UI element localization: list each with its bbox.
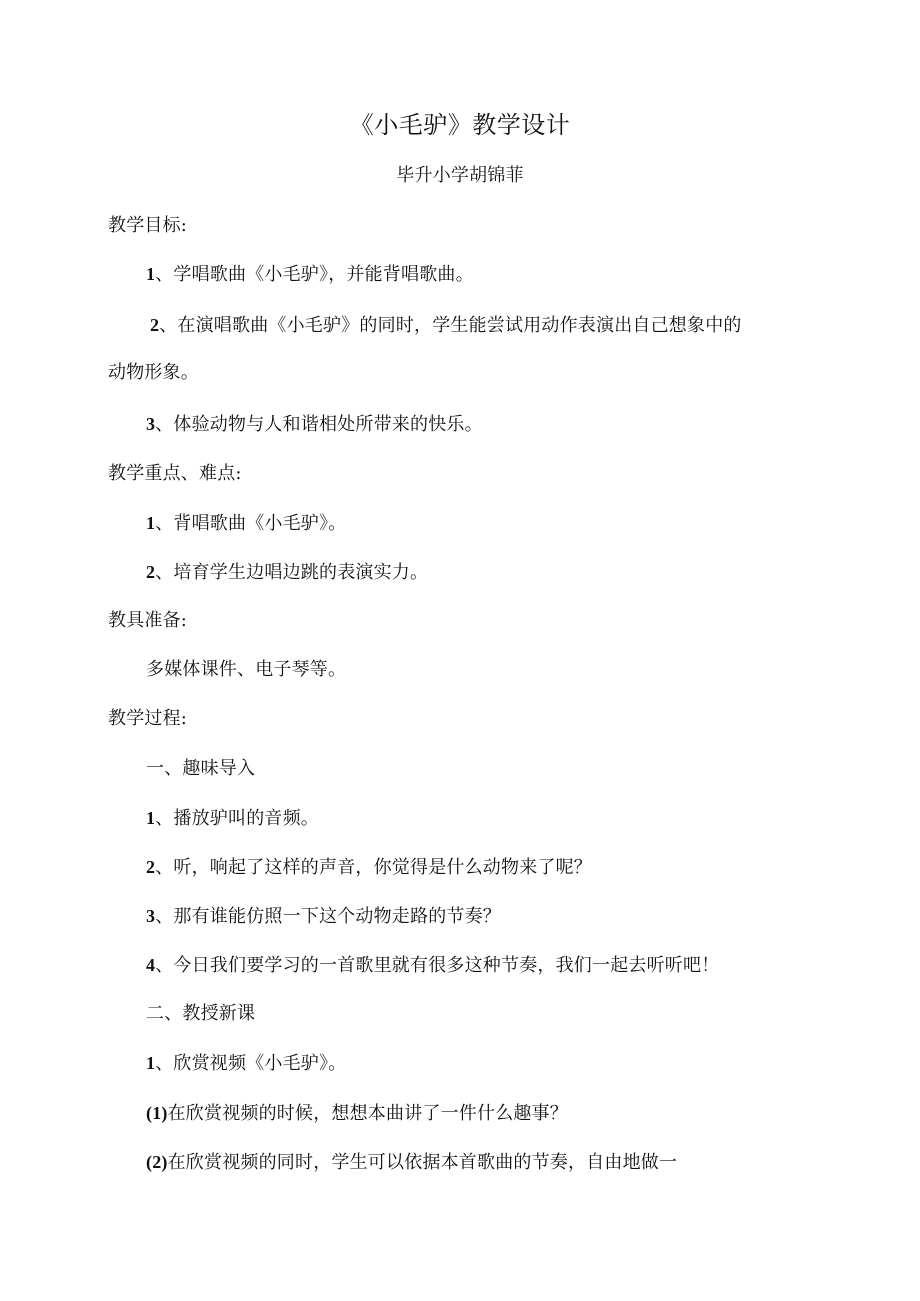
item-number: 2 — [150, 315, 160, 335]
item-text: 、今日我们要学习的一首歌里就有很多这种节奏，我们一起去听听吧！ — [155, 955, 720, 976]
item-text: 在欣赏视频的同时，学生可以依据本首歌曲的节奏，自由地做一 — [167, 1152, 678, 1173]
document-title: 《小毛驴》教学设计 — [349, 111, 571, 139]
item-number: 1 — [146, 513, 156, 533]
process-part1-title: 一、趣味导入 — [146, 758, 256, 779]
item-number: 1 — [146, 1053, 156, 1073]
process-part1-item-2 — [146, 855, 592, 880]
materials-text: 多媒体课件、电子琴等。 — [146, 659, 347, 680]
process-part1-item-1 — [146, 806, 319, 831]
item-text: 、那有谁能仿照一下这个动物走路的节奏？ — [155, 906, 502, 927]
item-number: (1) — [146, 1103, 168, 1123]
keypoint-item-1 — [146, 511, 346, 536]
keypoints-heading: 教学重点、难点: — [108, 463, 242, 484]
process-part2-item-1 — [146, 1051, 346, 1076]
item-number: 3 — [146, 906, 156, 926]
objective-item-2-continuation: 动物形象。 — [108, 362, 199, 383]
item-number: 2 — [146, 562, 156, 582]
item-number: 1 — [146, 808, 156, 828]
item-text: 、欣赏视频《小毛驴》。 — [155, 1053, 347, 1074]
materials-heading: 教具准备: — [108, 610, 188, 631]
item-number: 1 — [146, 264, 156, 284]
process-part2-subitem-2 — [146, 1150, 677, 1175]
objective-item-2 — [150, 313, 742, 338]
item-text: 、培育学生边唱边跳的表演实力。 — [155, 562, 429, 583]
item-number: (2) — [146, 1152, 168, 1172]
item-text: 、播放驴叫的音频。 — [155, 808, 320, 829]
item-text: 、背唱歌曲《小毛驴》。 — [155, 513, 347, 534]
item-number: 3 — [146, 414, 156, 434]
item-text: 在欣赏视频的时候，想想本曲讲了一件什么趣事？ — [167, 1103, 568, 1124]
objective-item-3 — [146, 412, 483, 437]
objectives-heading: 教学目标: — [108, 215, 188, 236]
author-line: 毕升小学胡锦菲 — [396, 165, 524, 186]
item-text: 、体验动物与人和谐相处所带来的快乐。 — [155, 414, 483, 435]
item-text: 、学唱歌曲《小毛驴》，并能背唱歌曲。 — [155, 264, 474, 285]
process-part2-subitem-1 — [146, 1101, 568, 1126]
process-part1-item-4 — [146, 953, 719, 978]
process-part1-item-3 — [146, 904, 501, 929]
process-heading: 教学过程: — [108, 708, 188, 729]
process-part2-title: 二、教授新课 — [146, 1003, 256, 1024]
keypoint-item-2 — [146, 560, 428, 585]
item-text: 、听，响起了这样的声音，你觉得是什么动物来了呢？ — [155, 857, 593, 878]
item-number: 4 — [146, 955, 156, 975]
item-text: 、在演唱歌曲《小毛驴》的同时，学生能尝试用动作表演出自己想象中的 — [159, 315, 742, 336]
item-number: 2 — [146, 857, 156, 877]
objective-item-1 — [146, 262, 474, 287]
